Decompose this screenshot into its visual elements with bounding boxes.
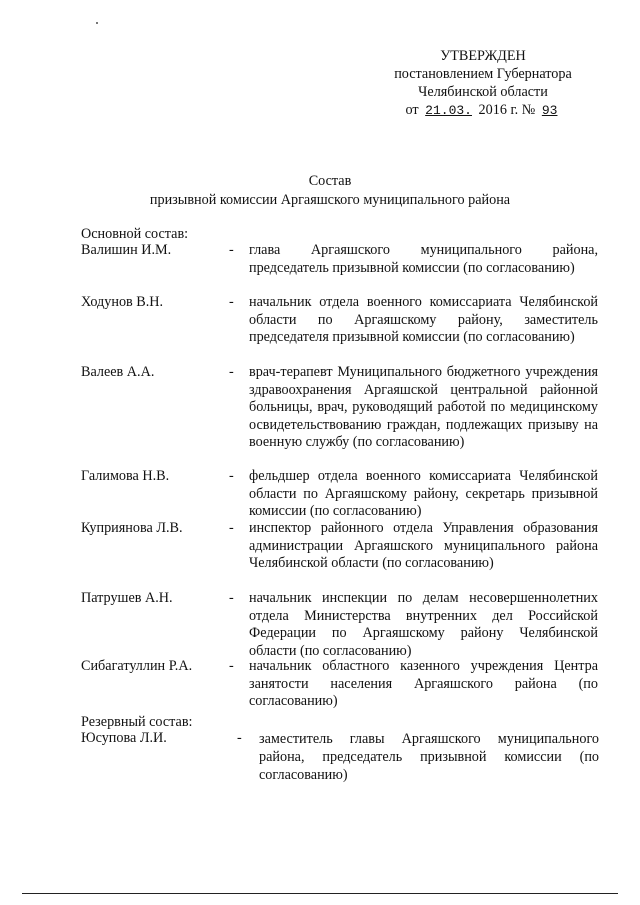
approval-date-line bbox=[378, 101, 588, 120]
date-prefix: от bbox=[405, 102, 419, 118]
scan-speck bbox=[96, 22, 98, 24]
year-text: 2016 г. № bbox=[478, 102, 536, 118]
date-value: 21.03. bbox=[425, 103, 472, 118]
title-line-1: Состав bbox=[308, 173, 352, 189]
bottom-border-line bbox=[22, 893, 618, 894]
member-name: Юсупова Л.И. bbox=[81, 730, 167, 746]
member-dash: - bbox=[229, 520, 234, 536]
member-name: Куприянова Л.В. bbox=[81, 520, 183, 536]
member-role: врач-терапевт Муниципального бюджетного учреждения здравоохранения Аргаяшской центральной районной больницы, врач, руководящий работой по медицинскому освидетельствованию граждан, подлежащих призыву на военную службу (по согласованию) bbox=[249, 364, 598, 450]
member-dash: - bbox=[229, 468, 234, 484]
title-line-2: призывной комиссии Аргаяшского муниципального района bbox=[149, 192, 511, 208]
member-role: начальник инспекции по делам несовершеннолетних отдела Министерства внутренних дел Российской Федерации по Аргаяшскому району Челябинской области (по согласованию) bbox=[249, 590, 598, 659]
main-composition-label: Основной состав: bbox=[81, 226, 189, 242]
member-role: начальник отдела военного комиссариата Челябинской области по Аргаяшскому району, заместитель председателя призывной комиссии (по согласованию) bbox=[249, 294, 598, 345]
approval-heading: УТВЕРЖДЕН bbox=[440, 48, 526, 64]
approval-decree: постановлением Губернатора bbox=[394, 66, 572, 82]
member-name: Галимова Н.В. bbox=[81, 468, 170, 484]
member-role: инспектор районного отдела Управления образования администрации Аргаяшского муниципального района Челябинской области (по согласованию) bbox=[249, 520, 598, 571]
member-name: Патрушев А.Н. bbox=[81, 590, 173, 606]
member-name: Сибагатуллин Р.А. bbox=[81, 658, 193, 674]
approval-stamp bbox=[378, 47, 588, 120]
member-role: фельдшер отдела военного комиссариата Челябинской области по Аргаяшскому району, секретарь призывной комиссии (по согласованию) bbox=[249, 468, 598, 519]
member-dash: - bbox=[229, 364, 234, 380]
member-dash: - bbox=[229, 242, 234, 258]
document-title bbox=[60, 172, 600, 210]
reserve-composition-label: Резервный состав: bbox=[81, 714, 193, 730]
member-dash: - bbox=[229, 658, 234, 674]
member-dash: - bbox=[229, 294, 234, 310]
member-role: начальник областного казенного учреждения Центра занятости населения Аргаяшского района (по согласованию) bbox=[249, 658, 598, 709]
member-dash: - bbox=[229, 590, 234, 606]
member-name: Валеев А.А. bbox=[81, 364, 155, 380]
member-name: Ходунов В.Н. bbox=[81, 294, 164, 310]
approval-region: Челябинской области bbox=[418, 84, 548, 100]
member-role: глава Аргаяшского муниципального района, председатель призывной комиссии (по согласованию) bbox=[249, 242, 598, 276]
member-name: Валишин И.М. bbox=[81, 242, 172, 258]
member-role: заместитель главы Аргаяшского муниципального района, председатель призывной комиссии (по согласованию) bbox=[259, 731, 599, 783]
member-dash: - bbox=[237, 730, 242, 746]
decree-number: 93 bbox=[541, 103, 558, 118]
